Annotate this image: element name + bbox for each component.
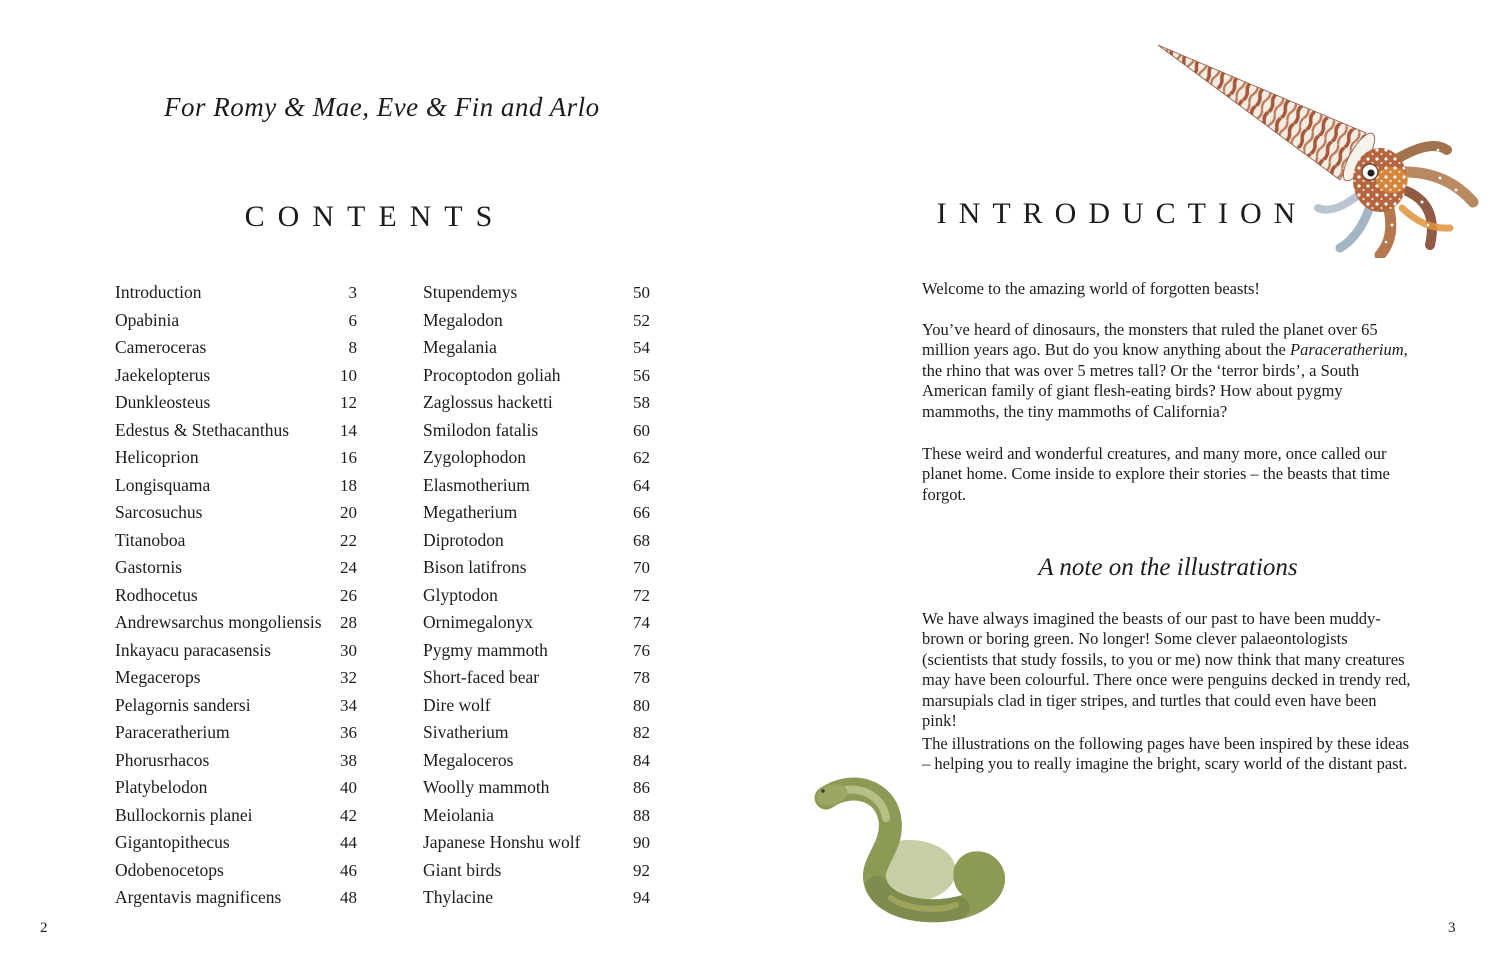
toc-entry-title: Pelagornis sandersi xyxy=(115,694,251,715)
toc-entry-title: Edestus & Stethacanthus xyxy=(115,419,290,440)
toc-entry-title: Zaglossus hacketti xyxy=(423,392,553,412)
toc-row xyxy=(423,884,650,912)
toc-entry-page: 94 xyxy=(633,888,650,907)
toc-entry-page: 54 xyxy=(633,338,650,357)
toc-entry-page: 80 xyxy=(633,695,650,715)
intro-paragraph-2-pre: You’ve heard of dinosaurs, the monsters that ruled the planet over 65 million years ago. But do you know anything about the xyxy=(922,320,1378,360)
toc-entry-page: 60 xyxy=(633,420,650,440)
toc-entry-page: 3 xyxy=(348,283,357,302)
toc-entry-page: 66 xyxy=(633,503,650,522)
toc-entry-page: 22 xyxy=(340,530,357,550)
toc-entry-title: Sivatherium xyxy=(423,722,509,742)
toc-entry-title: Megalodon xyxy=(423,309,503,330)
toc-entry-title: Andrewsarchus mongoliensis xyxy=(115,612,322,632)
toc-row xyxy=(423,279,650,307)
toc-row xyxy=(423,362,650,390)
toc-row xyxy=(115,719,357,747)
toc-entry-title: Stupendemys xyxy=(423,282,518,302)
toc-row xyxy=(423,527,650,555)
toc-row xyxy=(423,664,650,692)
toc-entry-page: 56 xyxy=(633,365,650,385)
toc-row xyxy=(115,307,357,335)
toc-entry-title: Rodhocetus xyxy=(115,584,198,605)
toc-row xyxy=(115,857,357,885)
toc-entry-page: 68 xyxy=(633,530,650,550)
toc-entry-title: Bison latifrons xyxy=(423,557,527,577)
toc-entry-title: Megaloceros xyxy=(423,749,514,770)
toc-entry-page: 50 xyxy=(633,283,650,302)
orthocone-squid-illustration xyxy=(1140,30,1485,258)
toc-entry-title: Platybelodon xyxy=(115,777,208,797)
toc-row xyxy=(115,664,357,692)
toc-entry-title: Short-faced bear xyxy=(423,667,540,687)
toc-entry-page: 62 xyxy=(633,448,650,467)
intro-paragraph-3: These weird and wonderful creatures, and many more, once called our planet home. Come inside to explore their stories – the beasts that time forgot. xyxy=(922,444,1390,504)
toc-entry-title: Megalania xyxy=(423,337,497,357)
toc-entry-title: Bullockornis planei xyxy=(115,804,253,825)
toc-row xyxy=(423,417,650,445)
toc-row xyxy=(423,307,650,335)
toc-entry-page: 74 xyxy=(633,613,650,632)
toc-entry-page: 76 xyxy=(633,640,650,660)
toc-entry-page: 40 xyxy=(340,778,357,797)
toc-entry-title: Argentavis magnificens xyxy=(115,887,282,907)
toc-entry-page: 6 xyxy=(348,310,357,330)
toc-entry-page: 28 xyxy=(340,613,357,632)
toc-entry-title: Helicoprion xyxy=(115,447,199,467)
toc-row xyxy=(115,802,357,830)
toc-entry-title: Thylacine xyxy=(423,887,493,907)
toc-entry-page: 14 xyxy=(340,420,357,440)
toc-entry-page: 84 xyxy=(633,750,650,770)
toc-row xyxy=(423,389,650,417)
toc-entry-page: 16 xyxy=(340,448,357,467)
intro-paragraph-2 xyxy=(922,320,1414,422)
toc-row xyxy=(423,334,650,362)
contents-title: CONTENTS xyxy=(244,200,506,233)
toc-entry-page: 46 xyxy=(340,860,357,880)
toc-row xyxy=(115,692,357,720)
note-paragraph-2: The illustrations on the following pages have been inspired by these ideas – helping you to really imagine the bright, scary world of the distant past. xyxy=(922,734,1410,774)
toc-entry-title: Jaekelopterus xyxy=(115,364,211,385)
toc-entry-page: 92 xyxy=(633,860,650,880)
toc-row xyxy=(423,554,650,582)
toc-entry-page: 24 xyxy=(340,558,357,577)
toc-row xyxy=(115,417,357,445)
toc-entry-title: Zygolophodon xyxy=(423,447,527,467)
toc-entry-title: Megatherium xyxy=(423,502,518,522)
toc-entry-page: 64 xyxy=(633,475,650,495)
toc-entry-title: Diprotodon xyxy=(423,529,504,550)
toc-row xyxy=(115,609,357,637)
toc-entry-title: Longisquama xyxy=(115,474,211,495)
toc-entry-title: Inkayacu paracasensis xyxy=(115,639,271,660)
paraceratherium-italic: Paraceratherium xyxy=(1290,340,1404,360)
note-paragraph-1: We have always imagined the beasts of our past to have been muddy-brown or boring green. No longer! Some clever palaeontologists (scientists that study fossils, to you or me) now think that many creatures may have been colourful. There once were penguins decked in trendy red, marsupials clad in tiger stripes, and turtles that could even have been pink! xyxy=(922,609,1411,731)
toc-entry-title: Gigantopithecus xyxy=(115,832,230,852)
toc-entry-page: 48 xyxy=(340,888,357,907)
intro-paragraph-2-post: , the rhino that was over 5 metres tall? Or the ‘terror birds’, a South American family of giant flesh-eating birds? How about pygmy mammoths, the tiny mammoths of California? xyxy=(922,340,1408,421)
toc-entry-title: Woolly mammoth xyxy=(423,777,550,797)
toc-entry-title: Cameroceras xyxy=(115,337,207,357)
toc-entry-page: 34 xyxy=(340,695,357,715)
toc-entry-title: Opabinia xyxy=(115,309,180,330)
toc-entry-page: 88 xyxy=(633,805,650,825)
toc-row xyxy=(423,719,650,747)
intro-paragraph-1: Welcome to the amazing world of forgotten beasts! xyxy=(922,279,1260,298)
toc-entry-page: 8 xyxy=(348,338,357,357)
toc-row xyxy=(115,637,357,665)
toc-entry-title: Elasmotherium xyxy=(423,474,530,495)
toc-entry-title: Procoptodon goliah xyxy=(423,364,561,385)
toc-row xyxy=(423,857,650,885)
toc-entry-title: Japanese Honshu wolf xyxy=(423,832,581,852)
note-on-illustrations-heading: A note on the illustrations xyxy=(1038,554,1298,581)
toc-row xyxy=(423,829,650,857)
toc-entry-page: 52 xyxy=(633,310,650,330)
toc-row xyxy=(115,444,357,472)
toc-entry-page: 90 xyxy=(633,833,650,852)
toc-entry-title: Phorusrhacos xyxy=(115,749,210,770)
toc-entry-title: Introduction xyxy=(115,282,202,302)
toc-entry-title: Giant birds xyxy=(423,859,502,880)
toc-entry-page: 30 xyxy=(340,640,357,660)
toc-row xyxy=(423,472,650,500)
toc-row xyxy=(423,802,650,830)
toc-row xyxy=(423,609,650,637)
toc-entry-page: 12 xyxy=(340,393,357,412)
toc-entry-page: 10 xyxy=(340,365,357,385)
toc-entry-title: Titanoboa xyxy=(115,529,186,550)
toc-entry-title: Dire wolf xyxy=(423,694,491,715)
dedication-text: For Romy & Mae, Eve & Fin and Arlo xyxy=(164,92,600,122)
toc-column-1 xyxy=(115,279,357,912)
toc-row xyxy=(115,389,357,417)
toc-row xyxy=(115,499,357,527)
toc-entry-page: 26 xyxy=(340,585,357,605)
toc-entry-page: 86 xyxy=(633,778,650,797)
toc-row xyxy=(115,747,357,775)
toc-entry-page: 36 xyxy=(340,723,357,742)
green-snake-illustration xyxy=(806,768,1026,930)
toc-row xyxy=(423,499,650,527)
toc-row xyxy=(115,829,357,857)
toc-entry-title: Gastornis xyxy=(115,557,183,577)
toc-entry-title: Megacerops xyxy=(115,667,201,687)
toc-row xyxy=(423,747,650,775)
toc-row xyxy=(115,362,357,390)
toc-entry-page: 58 xyxy=(633,393,650,412)
toc-entry-page: 78 xyxy=(633,668,650,687)
toc-row xyxy=(115,554,357,582)
toc-entry-page: 44 xyxy=(340,833,357,852)
toc-row xyxy=(423,444,650,472)
toc-entry-title: Glyptodon xyxy=(423,584,498,605)
toc-row xyxy=(423,692,650,720)
toc-entry-page: 32 xyxy=(340,668,357,687)
toc-row xyxy=(115,472,357,500)
toc-row xyxy=(423,774,650,802)
page-number-left: 2 xyxy=(40,920,48,936)
toc-row xyxy=(115,774,357,802)
toc-entry-title: Meiolania xyxy=(423,804,494,825)
toc-row xyxy=(423,637,650,665)
toc-entry-page: 72 xyxy=(633,585,650,605)
toc-entry-title: Smilodon fatalis xyxy=(423,419,539,440)
toc-entry-page: 20 xyxy=(340,503,357,522)
toc-entry-title: Sarcosuchus xyxy=(115,502,203,522)
toc-row xyxy=(115,334,357,362)
toc-column-2 xyxy=(423,279,650,912)
introduction-title: INTRODUCTION xyxy=(936,197,1308,230)
toc-entry-page: 70 xyxy=(633,558,650,577)
toc-row xyxy=(115,527,357,555)
toc-entry-title: Paraceratherium xyxy=(115,722,230,742)
page-number-right: 3 xyxy=(1448,920,1456,936)
toc-entry-page: 18 xyxy=(340,475,357,495)
toc-entry-page: 42 xyxy=(340,805,357,825)
toc-row xyxy=(115,582,357,610)
toc-entry-title: Ornimegalonyx xyxy=(423,612,533,632)
toc-entry-page: 38 xyxy=(340,750,357,770)
toc-row xyxy=(115,884,357,912)
toc-entry-title: Odobenocetops xyxy=(115,859,224,880)
toc-entry-title: Dunkleosteus xyxy=(115,392,211,412)
toc-row xyxy=(423,582,650,610)
toc-entry-page: 82 xyxy=(633,723,650,742)
toc-row xyxy=(115,279,357,307)
toc-entry-title: Pygmy mammoth xyxy=(423,639,548,660)
